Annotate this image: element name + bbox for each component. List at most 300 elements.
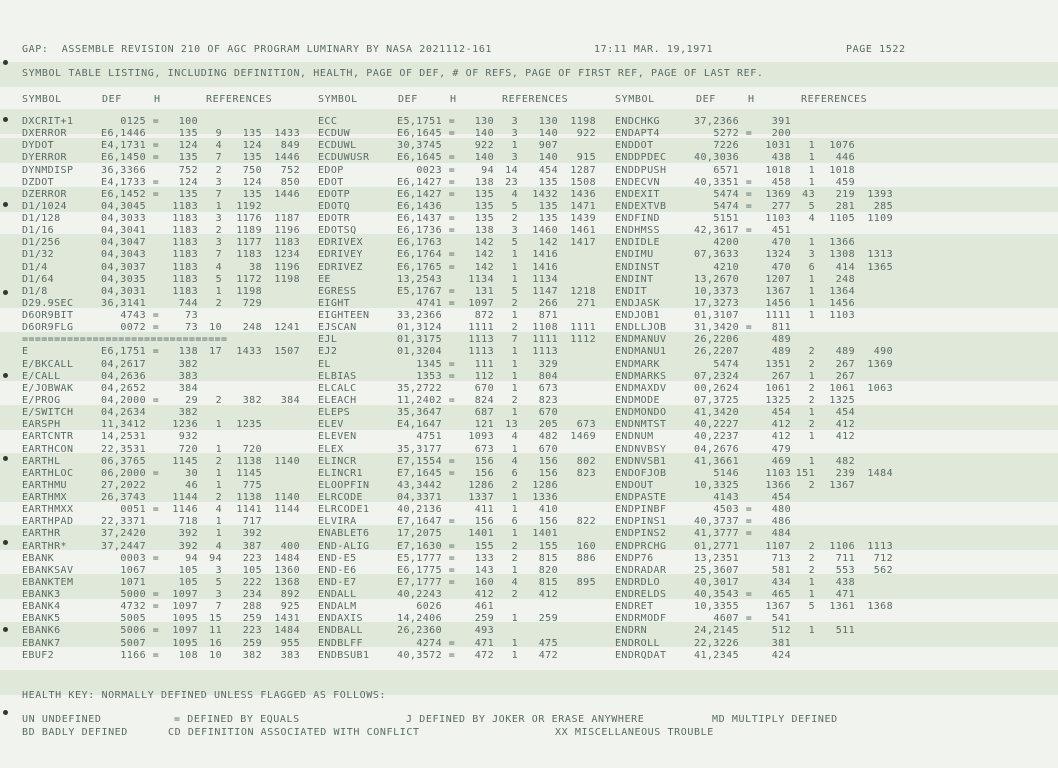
first-ref-cell: 267 xyxy=(835,370,855,382)
table-row xyxy=(0,177,1058,189)
ref-count-cell: 2 xyxy=(215,297,222,309)
ref-count-cell: 6 xyxy=(808,261,815,273)
def-page-cell: 384 xyxy=(178,382,198,394)
def-page-cell: 470 xyxy=(771,237,791,249)
first-ref-cell: 38 xyxy=(249,261,262,273)
ref-count-cell: 1 xyxy=(808,589,815,601)
symbol-cell: ENDLLJOB xyxy=(615,322,667,334)
symbol-cell: EDOT xyxy=(318,176,344,188)
last-ref-cell: 922 xyxy=(576,128,596,140)
last-ref-cell: 1140 xyxy=(274,492,300,504)
def-page-cell: 111 xyxy=(474,358,494,370)
first-ref-cell: 1141 xyxy=(236,504,262,516)
first-ref-cell: 717 xyxy=(242,516,262,528)
last-ref-cell: 160 xyxy=(576,540,596,552)
def-page-cell: 451 xyxy=(771,225,791,237)
def-page-cell: 155 xyxy=(474,540,494,552)
def-page-cell: 458 xyxy=(771,176,791,188)
table-row xyxy=(0,395,1058,407)
first-ref-cell: 1366 xyxy=(829,237,855,249)
ref-count-cell: 4 xyxy=(511,576,518,588)
def-page-cell: 811 xyxy=(771,322,791,334)
symbol-cell: ENDPASTE xyxy=(615,492,667,504)
first-ref-cell: 219 xyxy=(835,188,855,200)
ref-count-cell: 6 xyxy=(511,516,518,528)
first-ref-cell: 259 xyxy=(242,613,262,625)
first-ref-cell: 472 xyxy=(538,649,558,661)
symbol-cell: EARSPH xyxy=(22,419,61,431)
def-cell: 22,3226 xyxy=(694,637,739,649)
ref-count-cell: 43 xyxy=(802,188,815,200)
table-row xyxy=(0,189,1058,201)
def-cell: 5474 xyxy=(713,188,739,200)
first-ref-cell: 454 xyxy=(538,164,558,176)
def-page-cell: 392 xyxy=(178,540,198,552)
def-page-cell: 1113 xyxy=(468,334,494,346)
ref-count-cell: 4 xyxy=(511,188,518,200)
def-page-cell: 1366 xyxy=(765,479,791,491)
table-row xyxy=(0,346,1058,358)
def-page-cell: 1183 xyxy=(172,225,198,237)
table-row xyxy=(0,334,1058,346)
first-ref-cell: 907 xyxy=(538,140,558,152)
symbol-cell: ELEVEN xyxy=(318,431,357,443)
symbol-cell: EGRESS xyxy=(318,285,357,297)
health-cell: = xyxy=(745,188,753,200)
def-cell: 17,2075 xyxy=(397,528,442,540)
def-cell: 33,2366 xyxy=(397,310,442,322)
def-page-cell: 1369 xyxy=(765,188,791,200)
first-ref-cell: 135 xyxy=(538,176,558,188)
symbol-cell: E/SWITCH xyxy=(22,407,74,419)
def-cell: 13,2543 xyxy=(397,273,442,285)
last-ref-cell: 1393 xyxy=(867,188,893,200)
first-ref-cell: 454 xyxy=(835,407,855,419)
first-ref-cell: 1145 xyxy=(236,467,262,479)
ref-count-cell: 4 xyxy=(808,213,815,225)
def-page-cell: 824 xyxy=(474,394,494,406)
health-cell: = xyxy=(448,370,456,382)
ref-count-cell: 3 xyxy=(808,249,815,261)
def-cell: 1067 xyxy=(120,564,146,576)
last-ref-cell: 490 xyxy=(873,346,893,358)
def-page-cell: 156 xyxy=(474,467,494,479)
def-page-cell: 46 xyxy=(185,479,198,491)
health-cell: = xyxy=(745,516,753,528)
health-key-equals: = DEFINED BY EQUALS xyxy=(174,714,300,725)
ref-count-cell: 16 xyxy=(209,637,222,649)
first-ref-cell: 1235 xyxy=(236,419,262,431)
first-ref-cell: 1416 xyxy=(532,249,558,261)
def-page-cell: 489 xyxy=(771,346,791,358)
col-symbol-1: SYMBOL xyxy=(22,94,62,105)
health-key-title: HEALTH KEY: NORMALLY DEFINED UNLESS FLAGGED AS FOLLOWS: xyxy=(22,690,387,701)
def-cell: 5272 xyxy=(713,128,739,140)
def-cell: 5474 xyxy=(713,358,739,370)
ref-count-cell: 1 xyxy=(808,455,815,467)
def-cell: E6,1645 xyxy=(397,128,442,140)
def-page-cell: 108 xyxy=(178,649,198,661)
def-cell: 4210 xyxy=(713,261,739,273)
def-cell: 4503 xyxy=(713,504,739,516)
def-cell: 4143 xyxy=(713,492,739,504)
ref-count-cell: 2 xyxy=(808,479,815,491)
def-page-cell: 30 xyxy=(185,467,198,479)
health-cell: = xyxy=(745,128,753,140)
first-ref-cell: 382 xyxy=(242,394,262,406)
symbol-cell: END-E5 xyxy=(318,552,357,564)
health-cell: = xyxy=(745,589,753,601)
last-ref-cell: 1365 xyxy=(867,261,893,273)
last-ref-cell: 1183 xyxy=(274,237,300,249)
last-ref-cell: 850 xyxy=(280,176,300,188)
ref-count-cell: 1 xyxy=(808,310,815,322)
def-cell: 17,3273 xyxy=(694,297,739,309)
def-cell: 22,3371 xyxy=(101,516,146,528)
def-page-cell: 140 xyxy=(474,152,494,164)
def-cell: 1353 xyxy=(416,370,442,382)
first-ref-cell: 142 xyxy=(538,237,558,249)
ref-count-cell: 1 xyxy=(215,516,222,528)
table-row xyxy=(0,431,1058,443)
def-cell: 7226 xyxy=(713,140,739,152)
def-cell: 04,3041 xyxy=(101,225,146,237)
ref-count-cell: 4 xyxy=(215,140,222,152)
symbol-cell: EBANKTEM xyxy=(22,576,74,588)
def-cell: 10,3373 xyxy=(694,285,739,297)
table-row xyxy=(0,613,1058,625)
def-cell: 07,3725 xyxy=(694,394,739,406)
health-cell: = xyxy=(745,200,753,212)
last-ref-cell: 886 xyxy=(576,552,596,564)
ref-count-cell: 1 xyxy=(511,140,518,152)
ref-count-cell: 1 xyxy=(808,285,815,297)
def-page-cell: 382 xyxy=(178,407,198,419)
def-cell: 04,3371 xyxy=(397,492,442,504)
def-cell: E7,1777 xyxy=(397,576,442,588)
def-cell: E6,1427 xyxy=(397,176,442,188)
health-cell: = xyxy=(745,504,753,516)
def-cell: E5,1751 xyxy=(397,116,442,127)
health-cell: = xyxy=(448,358,456,370)
def-page-cell: 1111 xyxy=(765,310,791,322)
ref-count-cell: 5 xyxy=(808,601,815,613)
symbol-cell: E xyxy=(22,346,29,358)
ref-count-cell: 3 xyxy=(511,152,518,164)
def-page-cell: 1325 xyxy=(765,394,791,406)
ref-count-cell: 2 xyxy=(808,394,815,406)
def-page-cell: 1183 xyxy=(172,249,198,261)
first-ref-cell: 223 xyxy=(242,552,262,564)
health-cell: = xyxy=(152,625,160,637)
def-page-cell: 135 xyxy=(474,213,494,225)
first-ref-cell: 815 xyxy=(538,552,558,564)
def-page-cell: 156 xyxy=(474,516,494,528)
ref-count-cell: 2 xyxy=(511,213,518,225)
first-ref-cell: 1113 xyxy=(532,346,558,358)
last-ref-cell: 1111 xyxy=(570,322,596,334)
first-ref-cell: 720 xyxy=(242,443,262,455)
def-page-cell: 752 xyxy=(178,164,198,176)
def-cell: 01,3204 xyxy=(397,346,442,358)
def-page-cell: 434 xyxy=(771,576,791,588)
def-cell: 35,2722 xyxy=(397,382,442,394)
col-h-3: H xyxy=(748,94,755,105)
table-row xyxy=(0,638,1058,650)
first-ref-cell: 1138 xyxy=(236,492,262,504)
first-ref-cell: 329 xyxy=(538,358,558,370)
symbol-cell: ENDPRCHG xyxy=(615,540,667,552)
first-ref-cell: 1336 xyxy=(532,492,558,504)
def-page-cell: 1456 xyxy=(765,297,791,309)
listing-title: GAP: ASSEMBLE REVISION 210 OF AGC PROGRAM LUMINARY BY NASA 2021112-161 xyxy=(22,44,493,55)
first-ref-cell: 489 xyxy=(835,346,855,358)
first-ref-cell: 711 xyxy=(835,552,855,564)
ref-count-cell: 3 xyxy=(215,237,222,249)
first-ref-cell: 820 xyxy=(538,564,558,576)
last-ref-cell: 384 xyxy=(280,394,300,406)
first-ref-cell: 1134 xyxy=(532,273,558,285)
first-ref-cell: 1061 xyxy=(829,382,855,394)
ref-count-cell: 3 xyxy=(511,225,518,237)
def-cell: 41,3420 xyxy=(694,407,739,419)
def-page-cell: 135 xyxy=(178,188,198,200)
ref-count-cell: 1 xyxy=(215,200,222,212)
def-cell: E4,1647 xyxy=(397,419,442,431)
first-ref-cell: 248 xyxy=(835,273,855,285)
def-page-cell: 489 xyxy=(771,334,791,346)
health-cell: = xyxy=(448,552,456,564)
col-references-1: REFERENCES xyxy=(206,94,273,105)
last-ref-cell: 1368 xyxy=(274,576,300,588)
def-cell: E7,1554 xyxy=(397,455,442,467)
def-cell: 4274 xyxy=(416,637,442,649)
ref-count-cell: 5 xyxy=(511,285,518,297)
first-ref-cell: 140 xyxy=(538,152,558,164)
def-cell: E5,1767 xyxy=(397,285,442,297)
ref-count-cell: 4 xyxy=(215,261,222,273)
symbol-cell: ENDJOB1 xyxy=(615,310,660,322)
last-ref-cell: 1112 xyxy=(570,334,596,346)
def-page-cell: 73 xyxy=(185,310,198,322)
table-row xyxy=(0,589,1058,601)
def-page-cell: 1018 xyxy=(765,164,791,176)
symbol-cell: ENDHMSS xyxy=(615,225,660,237)
symbol-cell: ELINCR xyxy=(318,455,357,467)
symbol-cell: EDRIVEY xyxy=(318,249,363,261)
ref-count-cell: 7 xyxy=(511,334,518,346)
symbol-cell: ENDRN xyxy=(615,625,648,637)
def-cell: 26,2360 xyxy=(397,625,442,637)
last-ref-cell: 562 xyxy=(873,564,893,576)
symbol-cell: ENDCHKG xyxy=(615,116,660,127)
ref-count-cell: 23 xyxy=(505,176,518,188)
symbol-cell: ENDAXIS xyxy=(318,613,363,625)
last-ref-cell: 1446 xyxy=(274,188,300,200)
symbol-cell: ECDUW xyxy=(318,128,351,140)
symbol-cell: ELBIAS xyxy=(318,370,357,382)
symbol-cell: ENDINT xyxy=(615,273,654,285)
last-ref-cell: 712 xyxy=(873,552,893,564)
col-def-3: DEF xyxy=(696,94,716,105)
def-page-cell: 124 xyxy=(178,140,198,152)
def-page-cell: 142 xyxy=(474,237,494,249)
def-cell: 40,3572 xyxy=(397,649,442,661)
symbol-cell: D1/16 xyxy=(22,225,55,237)
ref-count-cell: 1 xyxy=(511,443,518,455)
ref-count-cell: 94 xyxy=(209,552,222,564)
def-cell: 24,2145 xyxy=(694,625,739,637)
def-cell: 36,3141 xyxy=(101,297,146,309)
def-page-cell: 135 xyxy=(474,188,494,200)
first-ref-cell: 239 xyxy=(835,467,855,479)
ref-count-cell: 2 xyxy=(511,322,518,334)
table-row xyxy=(0,407,1058,419)
def-cell: 37,2366 xyxy=(694,116,739,127)
def-page-cell: 493 xyxy=(474,625,494,637)
symbol-cell: END-E6 xyxy=(318,564,357,576)
health-cell: = xyxy=(152,589,160,601)
first-ref-cell: 1176 xyxy=(236,213,262,225)
symbol-cell: EBANK xyxy=(22,552,55,564)
symbol-cell: EDRIVEZ xyxy=(318,261,363,273)
first-ref-cell: 105 xyxy=(242,564,262,576)
symbol-cell: DYERROR xyxy=(22,152,67,164)
last-ref-cell: 1287 xyxy=(570,164,596,176)
ref-count-cell: 17 xyxy=(209,346,222,358)
def-cell: 04,3031 xyxy=(101,285,146,297)
ref-count-cell: 2 xyxy=(215,164,222,176)
col-references-2: REFERENCES xyxy=(502,94,569,105)
health-cell: = xyxy=(152,322,160,334)
ref-count-cell: 3 xyxy=(215,213,222,225)
def-page-cell: 133 xyxy=(474,552,494,564)
table-row xyxy=(0,371,1058,383)
first-ref-cell: 1108 xyxy=(532,322,558,334)
symbol-cell: DYDOT xyxy=(22,140,55,152)
first-ref-cell: 459 xyxy=(835,176,855,188)
def-page-cell: 392 xyxy=(178,528,198,540)
def-cell: 04,2617 xyxy=(101,358,146,370)
def-page-cell: 94 xyxy=(481,164,494,176)
def-page-cell: 1031 xyxy=(765,140,791,152)
first-ref-cell: 156 xyxy=(538,455,558,467)
symbol-cell: D1/1024 xyxy=(22,200,67,212)
def-page-cell: 438 xyxy=(771,152,791,164)
first-ref-cell: 288 xyxy=(242,601,262,613)
def-page-cell: 105 xyxy=(178,564,198,576)
symbol-cell: EIGHT xyxy=(318,297,351,309)
last-ref-cell: 1198 xyxy=(274,273,300,285)
symbol-cell: E/PROG xyxy=(22,394,61,406)
ref-count-cell: 1 xyxy=(215,443,222,455)
last-ref-cell: 955 xyxy=(280,637,300,649)
symbol-cell: EJL xyxy=(318,334,338,346)
def-cell: E6,1452 xyxy=(101,188,146,200)
last-ref-cell: 400 xyxy=(280,540,300,552)
ref-count-cell: 1 xyxy=(215,528,222,540)
table-row xyxy=(0,152,1058,164)
ref-count-cell: 1 xyxy=(511,504,518,516)
def-cell: 0072 xyxy=(120,322,146,334)
symbol-cell: ENDALL xyxy=(318,589,357,601)
last-ref-cell: 1417 xyxy=(570,237,596,249)
def-page-cell: 1134 xyxy=(468,273,494,285)
table-row xyxy=(0,601,1058,613)
def-page-cell: 138 xyxy=(474,225,494,237)
health-cell: = xyxy=(448,394,456,406)
symbol-cell: ================================ xyxy=(22,334,228,346)
first-ref-cell: 259 xyxy=(538,613,558,625)
first-ref-cell: 475 xyxy=(538,637,558,649)
last-ref-cell: 1469 xyxy=(570,431,596,443)
health-cell: = xyxy=(448,225,456,237)
symbol-cell: EBANK6 xyxy=(22,625,61,637)
def-cell: E4,1733 xyxy=(101,176,146,188)
def-page-cell: 1111 xyxy=(468,322,494,334)
listing-subtitle: SYMBOL TABLE LISTING, INCLUDING DEFINITION, HEALTH, PAGE OF DEF, # OF REFS, PAGE OF FIRST REF, PAGE OF LAST REF. xyxy=(22,68,764,79)
symbol-cell: EIGHTEEN xyxy=(318,310,370,322)
def-cell: E6,1427 xyxy=(397,188,442,200)
def-cell: 04,3047 xyxy=(101,237,146,249)
def-page-cell: 465 xyxy=(771,589,791,601)
def-cell: 36,3366 xyxy=(101,164,146,176)
def-page-cell: 121 xyxy=(474,419,494,431)
symbol-cell: EARTHMX xyxy=(22,492,67,504)
symbol-cell: ENDDPDEC xyxy=(615,152,667,164)
def-page-cell: 486 xyxy=(771,516,791,528)
def-cell: 11,2402 xyxy=(397,394,442,406)
def-cell: E6,1437 xyxy=(397,213,442,225)
last-ref-cell: 1187 xyxy=(274,213,300,225)
table-row xyxy=(0,480,1058,492)
def-cell: 04,2652 xyxy=(101,382,146,394)
def-cell: 40,3036 xyxy=(694,152,739,164)
ref-count-cell: 4 xyxy=(215,504,222,516)
symbol-cell: ENDMANU1 xyxy=(615,346,667,358)
def-cell: 31,3420 xyxy=(694,322,739,334)
last-ref-cell: 1109 xyxy=(867,213,893,225)
first-ref-cell: 414 xyxy=(835,261,855,273)
def-cell: 40,2243 xyxy=(397,589,442,601)
def-page-cell: 1183 xyxy=(172,200,198,212)
table-row xyxy=(0,456,1058,468)
ref-count-cell: 1 xyxy=(215,479,222,491)
def-page-cell: 1061 xyxy=(765,382,791,394)
def-page-cell: 143 xyxy=(474,564,494,576)
def-cell: 26,3743 xyxy=(101,492,146,504)
symbol-cell: ENDRADAR xyxy=(615,564,667,576)
def-page-cell: 1144 xyxy=(172,492,198,504)
page-number: PAGE 1522 xyxy=(846,44,906,55)
symbol-cell: EARTCNTR xyxy=(22,431,74,443)
table-row xyxy=(0,310,1058,322)
symbol-cell: ENDPINBF xyxy=(615,504,667,516)
def-page-cell: 1097 xyxy=(172,625,198,637)
first-ref-cell: 248 xyxy=(242,322,262,334)
last-ref-cell: 1507 xyxy=(274,346,300,358)
def-page-cell: 1146 xyxy=(172,504,198,516)
def-cell: 10,3325 xyxy=(694,479,739,491)
health-cell: = xyxy=(745,322,753,334)
def-page-cell: 112 xyxy=(474,370,494,382)
first-ref-cell: 1111 xyxy=(532,334,558,346)
symbol-cell: D1/32 xyxy=(22,249,55,261)
def-page-cell: 267 xyxy=(771,370,791,382)
first-ref-cell: 482 xyxy=(538,431,558,443)
first-ref-cell: 135 xyxy=(242,152,262,164)
ref-count-cell: 2 xyxy=(511,394,518,406)
